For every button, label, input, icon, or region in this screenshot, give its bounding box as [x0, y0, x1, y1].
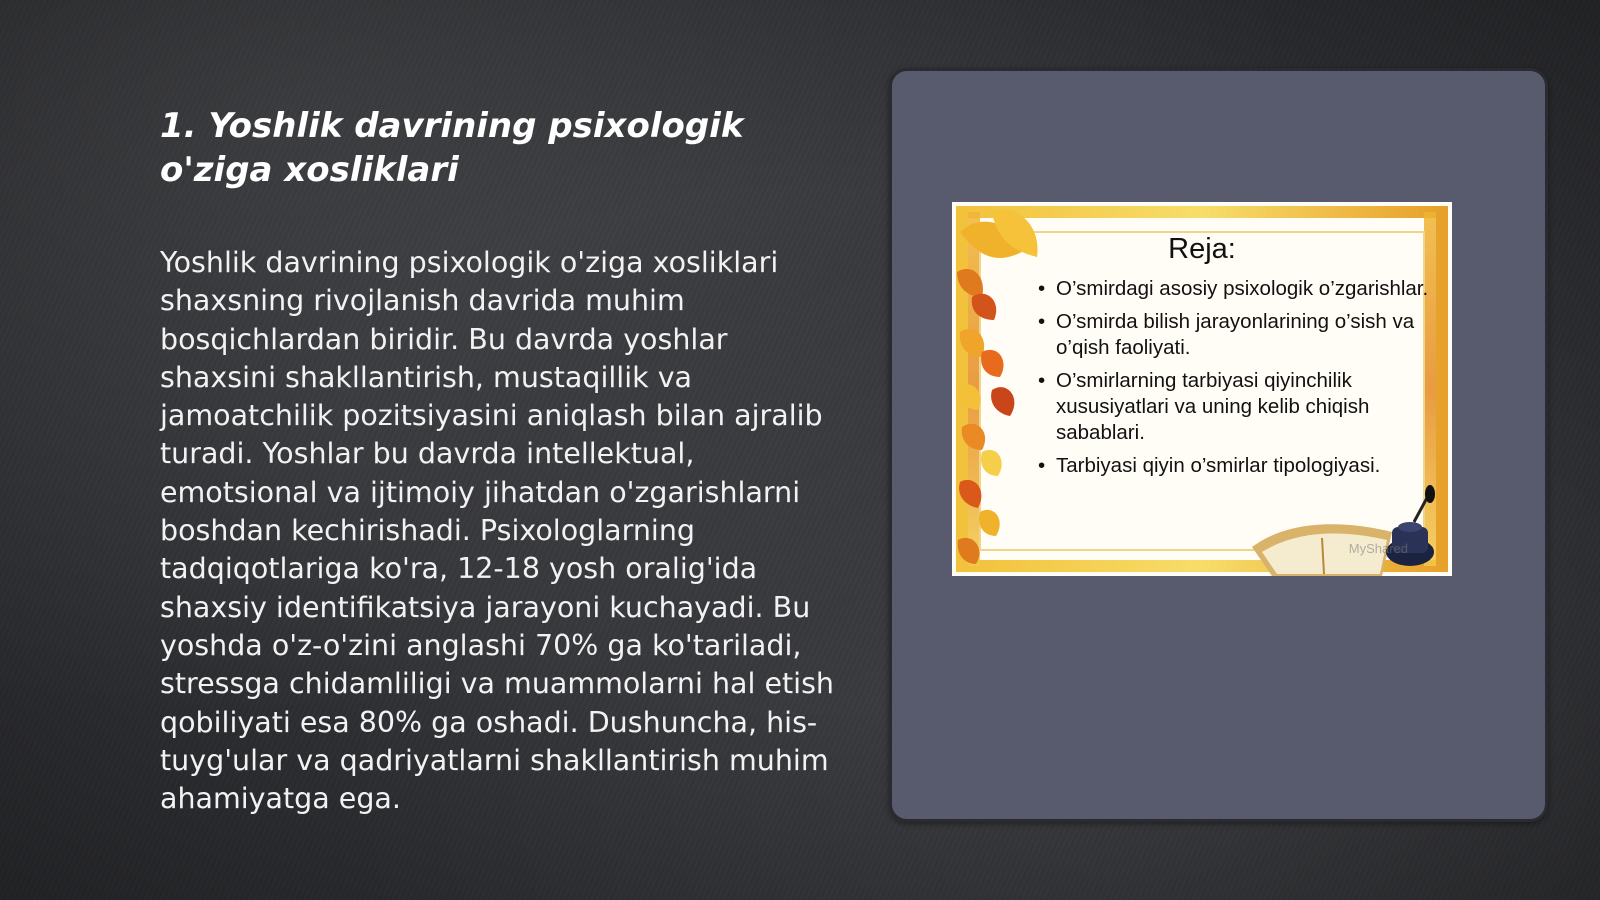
bullet-icon: • — [1038, 454, 1046, 477]
plan-image — [952, 202, 1452, 576]
plan-item-text: Tarbiyasi qiyin o’smirlar tipologiyasi. — [1056, 454, 1381, 477]
bullet-icon: • — [1038, 369, 1046, 392]
plan-title: Reja: — [1168, 233, 1236, 265]
slide-title: 1. Yoshlik davrining psixologik o'ziga xosliklari — [160, 106, 744, 190]
slide-body-text: Yoshlik davrining psixologik o'ziga xosliklari shaxsning rivojlanish davrida muhim bosqichlardan biridir. Bu davrda yoshlar shaxsini shakllantirish, mustaqillik va jamoatchilik pozitsiyasini aniqlash bilan ajralib turadi. Yoshlar bu davrda intellektual, emotsional va ijtimoiy jihatdan o'zgarishlarni boshdan kechirishadi. Psixologlarning tadqiqotlariga ko'ra, 12-18 yosh oralig'ida shaxsiy identifikatsiya jarayoni kuchayadi. Bu yoshda o'z-o'zini anglashi 70% ga ko'tariladi, stressga chidamliligi va muammolarni hal etish qobiliyati esa 80% ga oshadi. Dushuncha, his-tuyg'ular va qadriyatlarni shakllantirish muhim ahamiyatga ega. — [160, 246, 834, 816]
plan-item — [1038, 309, 1436, 361]
watermark: MyShared — [1348, 541, 1408, 556]
plan-item-text: O’smirdagi asosiy psixologik o’zgarishlar. — [1056, 277, 1429, 300]
plan-item-text: O’smirda bilish jarayonlarining o’sish va o’qish faoliyati. — [1056, 310, 1415, 359]
bullet-icon: • — [1038, 277, 1046, 300]
image-panel — [889, 68, 1548, 822]
bullet-icon: • — [1038, 310, 1046, 333]
plan-list — [1038, 276, 1436, 486]
plan-item — [1038, 368, 1436, 446]
plan-item — [1038, 276, 1436, 302]
plan-item-text: O’smirlarning tarbiyasi qiyinchilik xususiyatlari va uning kelib chiqish sabablari. — [1056, 369, 1370, 444]
plan-item — [1038, 453, 1436, 479]
